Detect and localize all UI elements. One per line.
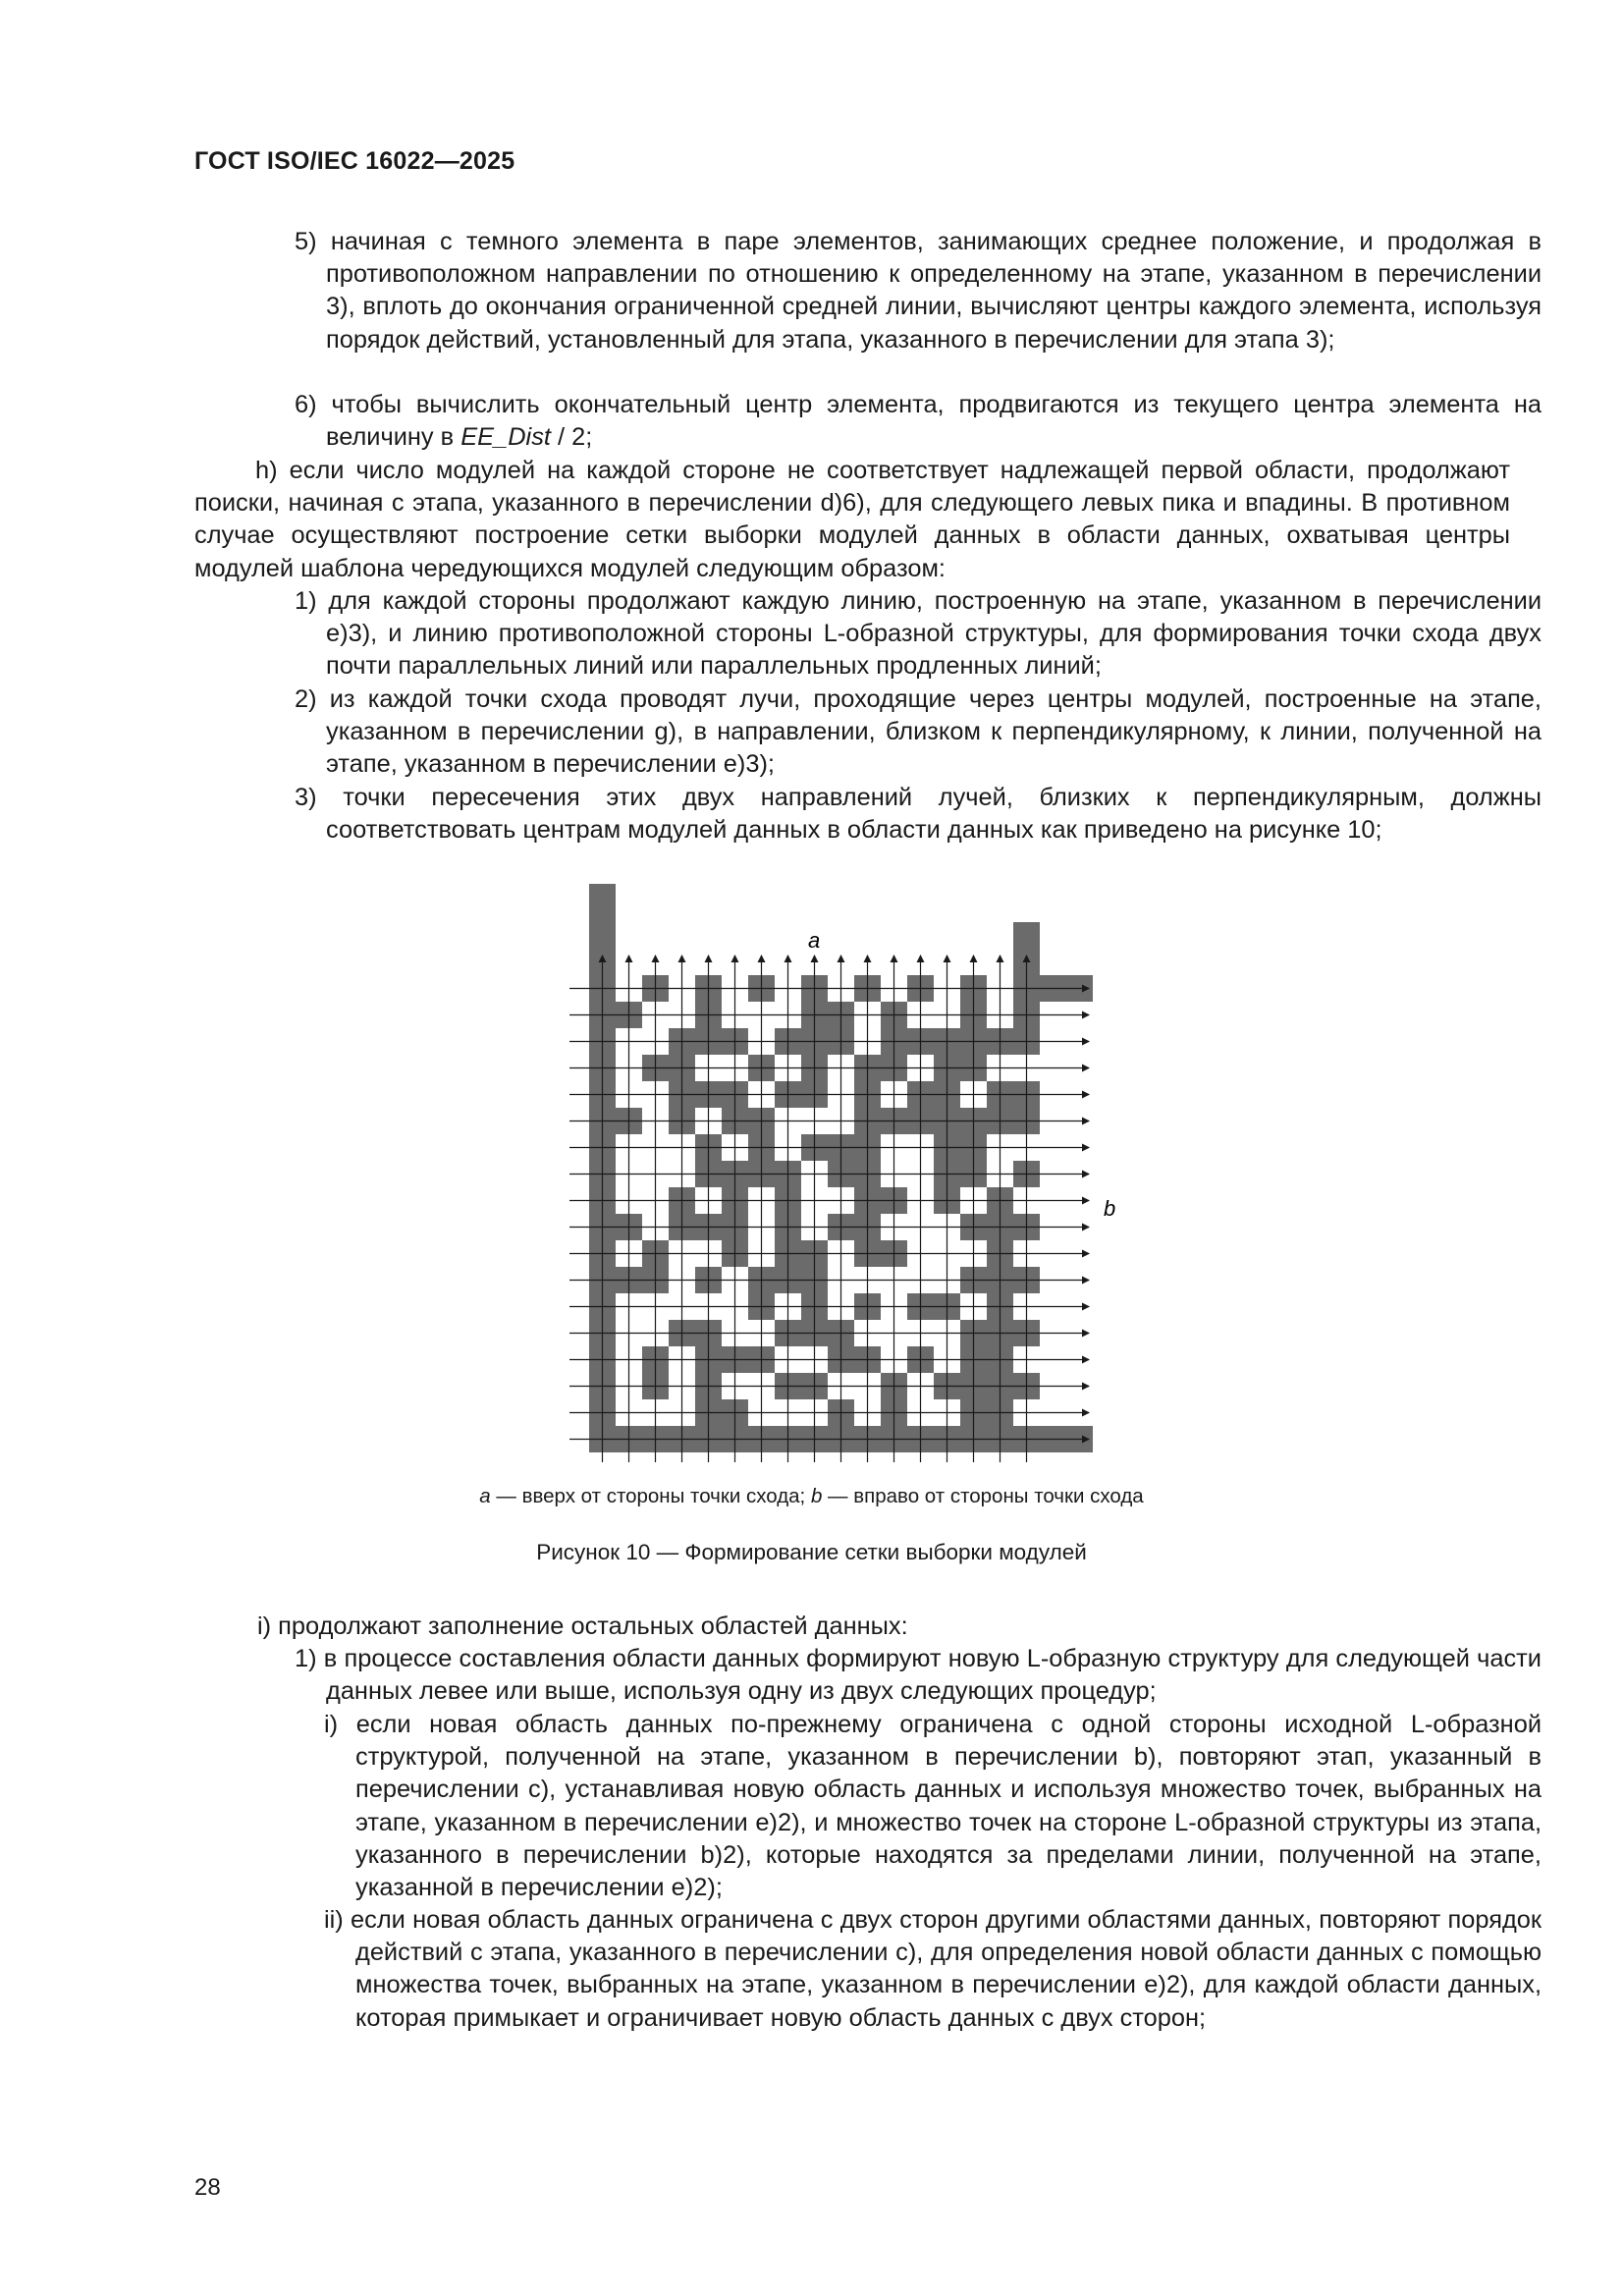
legend-b-text: — вправо от стороны точки схода	[822, 1485, 1144, 1507]
page-number: 28	[194, 2174, 221, 2201]
sampling-grid-figure	[550, 869, 1159, 1468]
item-6-tail: / 2;	[550, 423, 593, 452]
item-h1: 1) для каждой стороны продолжают каждую линию, построенную на этапе, указанном в перечислении e)3), и линию противоположной стороны L-образной структуры, для формирования точки схода двух почти параллельных линий или параллельных продленных линий;	[295, 587, 1542, 681]
item-6-var: EE_Dist	[460, 423, 551, 452]
document-header: ГОСТ ISO/IEC 16022—2025	[194, 147, 515, 175]
legend-b: b	[810, 1485, 823, 1507]
item-h: h) если число модулей на каждой стороне не соответствует надлежащей первой области, продолжают поиски, начиная с этапа, указанного в перечислении d)6), для следующего левых пика и впадины. В противном случае осуществляют построение сетки выборки модулей данных в области данных, охватывая центры модулей шаблона чередующихся модулей следующим образом:	[194, 457, 1510, 582]
legend-a: a	[479, 1485, 491, 1507]
label-b: b	[1104, 1196, 1116, 1221]
item-i1: 1) в процессе составления области данных формируют новую L-образную структуру для следующей части данных левее или выше, используя одну из двух следующих процедур;	[295, 1645, 1542, 1706]
item-5: 5) начиная с темного элемента в паре элементов, занимающих среднее положение, и продолжая в противоположном направлении по отношению к определенному на этапе, указанном в перечислении 3), вплоть до окончания ограниченной средней линии, вычисляют центры каждого элемента, используя порядок действий, установленный для этапа, указанного в перечислении для этапа 3);	[295, 228, 1542, 354]
item-6-text: 6) чтобы вычислить окончательный центр элемента, продвигаются из текущего центра элемента на величину в	[295, 391, 1542, 452]
figure-title: Рисунок 10 — Формирование сетки выборки модулей	[536, 1540, 1087, 1564]
figure-legend	[0, 1485, 1623, 1508]
legend-a-text: — вверх от стороны точки схода;	[490, 1485, 811, 1507]
label-a: a	[808, 928, 821, 953]
item-h3: 3) точки пересечения этих двух направлений лучей, близких к перпендикулярным, должны соответствовать центрам модулей данных в области данных как приведено на рисунке 10;	[295, 784, 1542, 845]
item-h2: 2) из каждой точки схода проводят лучи, проходящие через центры модулей, построенные на этапе, указанном в перечислении g), в направлении, близком к перпендикулярному, к линии, полученной на этапе, указанном в перечислении e)3);	[295, 685, 1542, 779]
item-i1-i: i) если новая область данных по-прежнему ограничена с одной стороны исходной L-образной структурой, полученной на этапе, указанном в перечислении b), повторяют этап, указанный в перечислении с), устанавливая новую область данных и используя множество точек, выбранных на этапе, указанном в перечислении e)2), и множество точек на стороне L-образной структуры из этапа, указанного в перечислении b)2), которые находятся за пределами линии, полученной на этапе, указанной в перечислении e)2);	[324, 1711, 1542, 1902]
item-6	[295, 389, 1542, 454]
item-i: i) продолжают заполнение остальных областей данных:	[257, 1613, 908, 1640]
item-i1-ii: ii) если новая область данных ограничена с двух сторон другими областями данных, повторяют порядок действий с этапа, указанного в перечислении с), для определения новой области данных с помощью множества точек, выбранных на этапе, указанном в перечислении e)2), для каждой области данных, которая примыкает и ограничивает новую область данных с двух сторон;	[324, 1906, 1542, 2032]
figure-10	[550, 869, 1159, 1473]
